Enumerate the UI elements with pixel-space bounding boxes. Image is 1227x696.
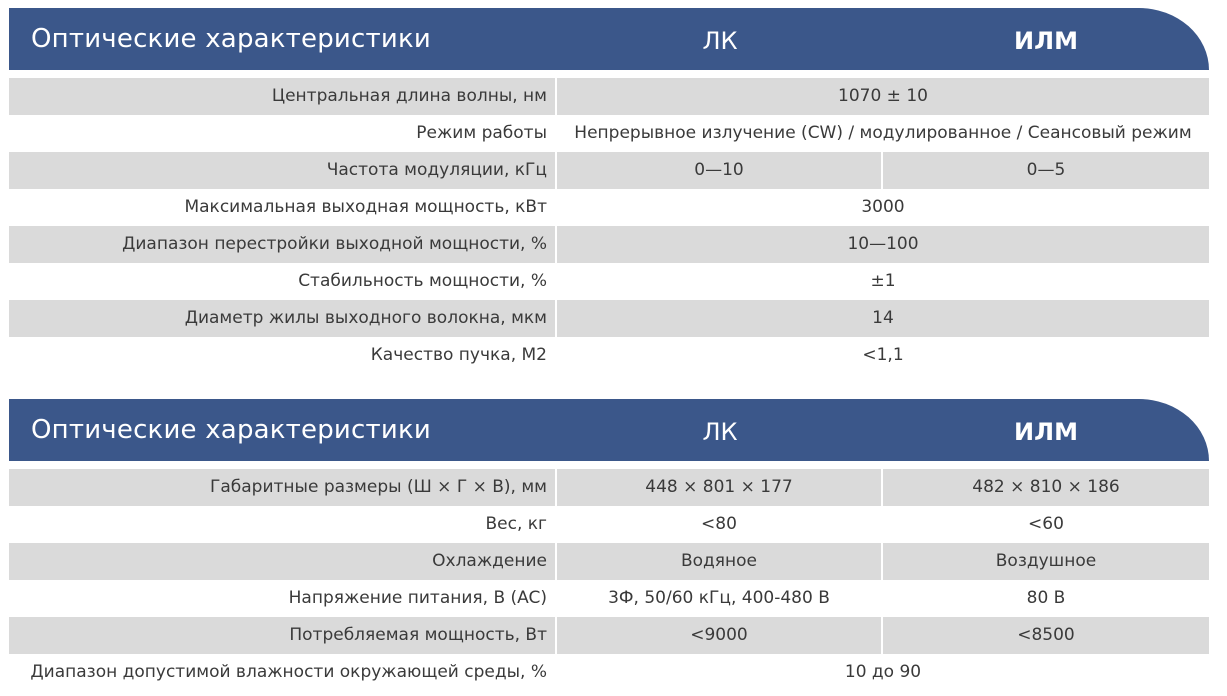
table-row (9, 506, 1209, 543)
table-row (9, 152, 1209, 189)
row-value-ilm: 482 × 810 × 186 (883, 469, 1209, 506)
row-label: Габаритные размеры (Ш × Г × В), мм (9, 469, 555, 506)
row-value: ±1 (870, 271, 896, 291)
row-value: 10 до 90 (844, 662, 922, 682)
row-label: Режим работы (416, 123, 547, 143)
row-label: Частота модуляции, кГц (9, 152, 555, 189)
table-row (9, 300, 1209, 337)
row-label: Охлаждение (9, 543, 555, 580)
optical-specs-table (9, 8, 1209, 374)
table-row (9, 226, 1209, 263)
table-row (9, 263, 1209, 300)
table-header (9, 8, 1209, 70)
table-title: Оптические характеристики (31, 415, 431, 445)
row-label: Качество пучка, М2 (370, 345, 547, 365)
table-body (9, 469, 1209, 691)
row-label: Потребляемая мощность, Вт (9, 617, 555, 654)
table-title: Оптические характеристики (31, 24, 431, 54)
row-label: Напряжение питания, В (AC) (288, 588, 547, 608)
row-value-ilm: 80 В (1026, 588, 1066, 608)
row-value: 3000 (861, 197, 905, 217)
row-value: 1070 ± 10 (557, 78, 1209, 115)
row-label: Максимальная выходная мощность, кВт (184, 197, 547, 217)
row-label: Вес, кг (485, 514, 547, 534)
table-row (9, 189, 1209, 226)
row-value: 14 (557, 300, 1209, 337)
column-header-lk: ЛК (702, 418, 738, 446)
table-row (9, 469, 1209, 506)
row-label: Диаметр жилы выходного волокна, мкм (9, 300, 555, 337)
column-header-lk: ЛК (702, 27, 738, 55)
table-header (9, 399, 1209, 461)
row-value-lk: <9000 (557, 617, 881, 654)
row-value-ilm: Воздушное (883, 543, 1209, 580)
row-value-lk: 0—10 (557, 152, 881, 189)
table-row (9, 617, 1209, 654)
row-value: <1,1 (862, 345, 904, 365)
row-value-ilm: 0—5 (883, 152, 1209, 189)
row-label: Стабильность мощности, % (298, 271, 547, 291)
row-label: Диапазон допустимой влажности окружающей среды, % (30, 662, 547, 682)
table-body (9, 78, 1209, 374)
row-value-lk: <80 (701, 514, 737, 534)
row-value: 10—100 (557, 226, 1209, 263)
row-value: Непрерывное излучение (CW) / модулированное / Сеансовый режим (574, 123, 1192, 143)
table-row (9, 580, 1209, 617)
row-value-lk: Водяное (557, 543, 881, 580)
table-row (9, 654, 1209, 691)
row-value-lk: 3Ф, 50/60 кГц, 400-480 В (608, 588, 830, 608)
column-header-ilm: ИЛМ (1014, 27, 1078, 55)
row-value-lk: 448 × 801 × 177 (557, 469, 881, 506)
table-row (9, 78, 1209, 115)
row-label: Центральная длина волны, нм (9, 78, 555, 115)
table-row (9, 543, 1209, 580)
row-label: Диапазон перестройки выходной мощности, % (9, 226, 555, 263)
physical-specs-table (9, 399, 1209, 691)
table-row (9, 115, 1209, 152)
row-value-ilm: <60 (1028, 514, 1064, 534)
table-row (9, 337, 1209, 374)
column-header-ilm: ИЛМ (1014, 418, 1078, 446)
row-value-ilm: <8500 (883, 617, 1209, 654)
